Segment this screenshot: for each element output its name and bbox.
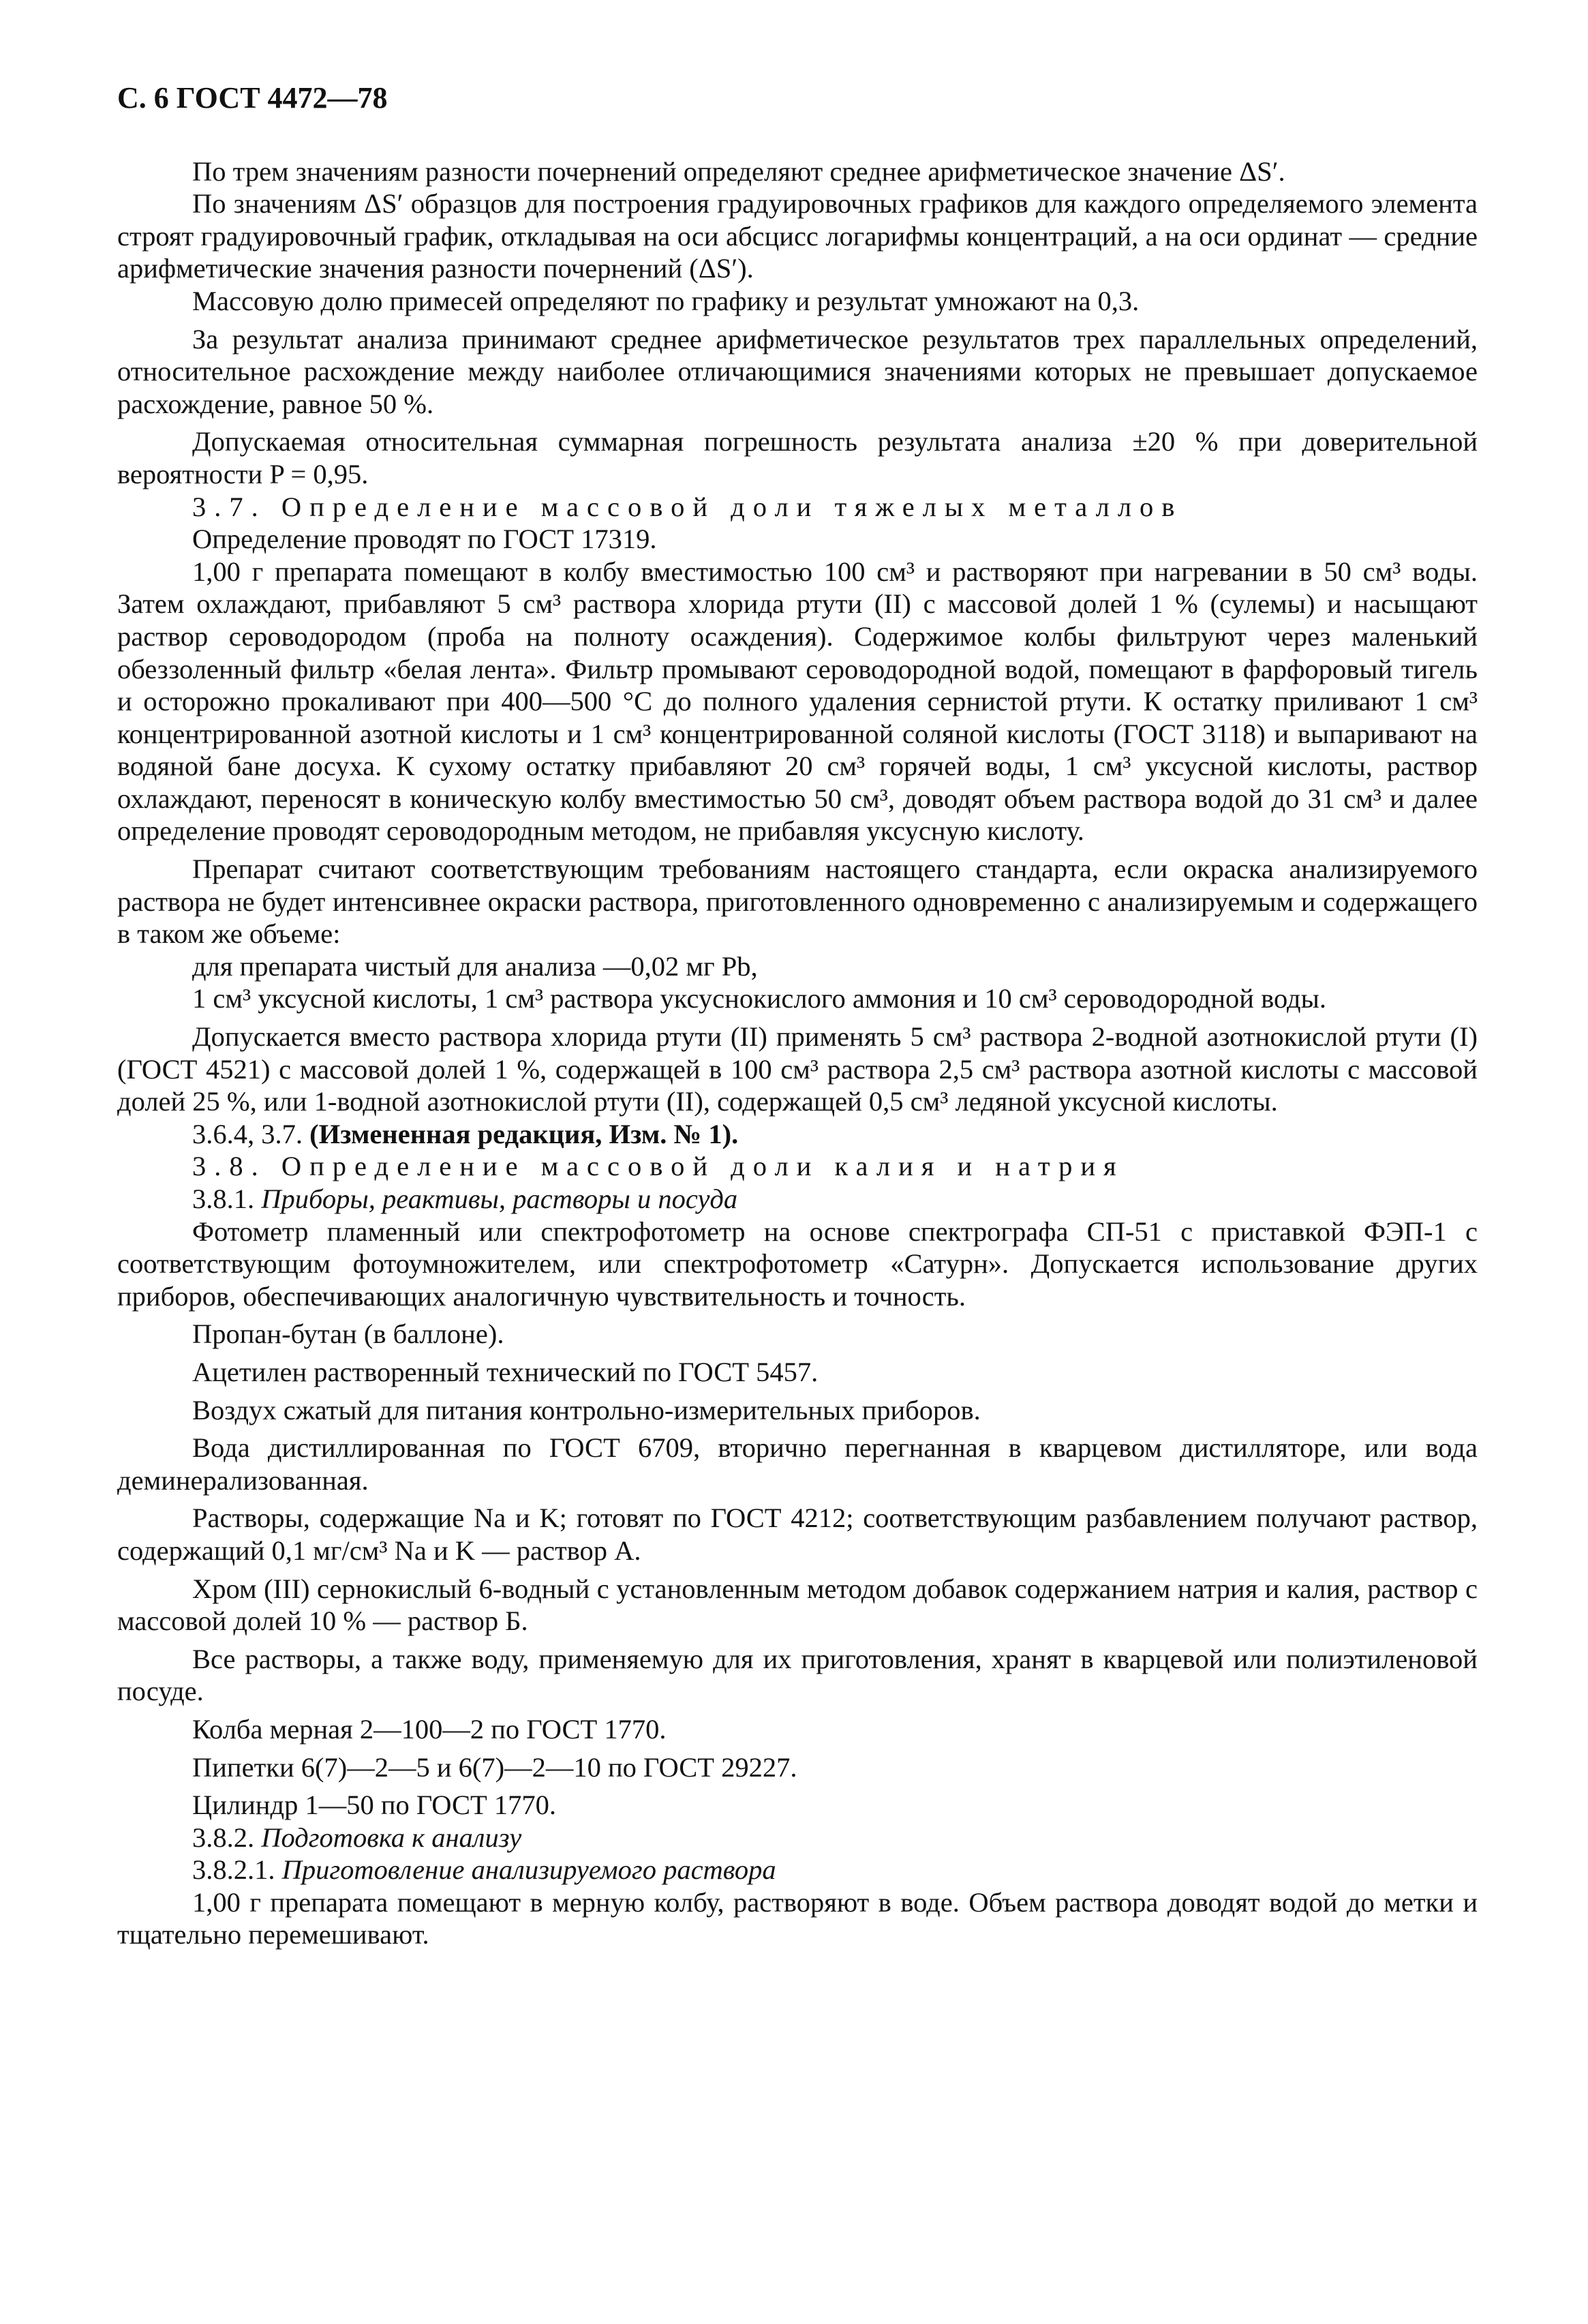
paragraph: Определение проводят по ГОСТ 17319.	[192, 524, 657, 555]
paragraph: Допускаемая относительная суммарная погрешность результата анализа ±20 % при доверительной вероятности P = 0,95.	[117, 426, 1478, 489]
paragraph: Цилиндр 1—50 по ГОСТ 1770.	[192, 1790, 557, 1821]
section-heading-3-8: 3.8. Определение массовой доли калия и натрия	[192, 1151, 1125, 1182]
paragraph: Ацетилен растворенный технический по ГОСТ 5457.	[192, 1356, 819, 1387]
paragraph: Массовую долю примесей определяют по графику и результат умножают на 0,3.	[192, 285, 1140, 316]
paragraph: За результат анализа принимают среднее арифметическое результатов трех параллельных определений, относительное расхождение между наиболее отличающимися значениями которых не превышает допускаемое расхождение, равное 50 %.	[117, 323, 1478, 419]
paragraph: Пропан-бутан (в баллоне).	[192, 1318, 504, 1350]
subsection-heading-3-8-2-1	[117, 1854, 1478, 1886]
amendment-bold: (Измененная редакция, Изм. № 1).	[309, 1118, 739, 1149]
subsection-heading-3-8-2	[117, 1822, 1478, 1854]
page-header: С. 6 ГОСТ 4472—78	[117, 81, 388, 115]
paragraph: По значениям ΔS′ образцов для построения градуировочных графиков для каждого определяемого элемента строят градуировочный график, откладывая на оси абсцисс логарифмы концентраций, а на оси ординат — средние арифметические значения разности почернений (ΔS′).	[117, 188, 1478, 284]
subsection-title: Подготовка к анализу	[261, 1822, 522, 1853]
paragraph: 1,00 г препарата помещают в мерную колбу, растворяют в воде. Объем раствора доводят водой до метки и тщательно перемешивают.	[117, 1886, 1478, 1950]
document-page	[117, 82, 1478, 1951]
subsection-number: 3.8.2.	[192, 1822, 262, 1853]
paragraph: для препарата чистый для анализа —0,02 мг Pb,	[192, 950, 758, 982]
paragraph: Пипетки 6(7)—2—5 и 6(7)—2—10 по ГОСТ 29227.	[192, 1751, 797, 1783]
subsection-heading-3-8-1	[117, 1183, 1478, 1216]
paragraph: Препарат считают соответствующим требованиям настоящего стандарта, если окраска анализируемого раствора не будет интенсивнее окраски раствора, приготовленного одновременно с анализируемым и содержащего в таком же объеме:	[117, 854, 1478, 950]
paragraph: Хром (III) сернокислый 6-водный с установленным методом добавок содержанием натрия и калия, раствор с массовой долей 10 % — раствор Б.	[117, 1573, 1478, 1637]
amendment-note	[117, 1118, 1478, 1151]
subsection-number: 3.8.1.	[192, 1183, 262, 1214]
paragraph: Допускается вместо раствора хлорида ртути (II) применять 5 см³ раствора 2-водной азотнокислой ртути (I) (ГОСТ 4521) с массовой долей 1 %, содержащей в 100 см³ раствора 2,5 см³ раствора азотной кислоты с массовой долей 25 %, или 1-водной азотнокислой ртути (II), содержащей 0,5 см³ ледяной уксусной кислоты.	[117, 1021, 1478, 1117]
paragraph: 1,00 г препарата помещают в колбу вместимостью 100 см³ и растворяют при нагревании в 50 см³ воды. Затем охлаждают, прибавляют 5 см³ раствора хлорида ртути (II) с массовой долей 1 % (сулемы) и насыщают раствор сероводородом (проба на полноту осаждения). Содержимое колбы фильтруют через маленький обеззоленный фильтр «белая лента». Фильтр промывают сероводородной водой, помещают в фарфоровый тигель и осторожно прокаливают при 400—500 °С до полного удаления сернистой ртути. К остатку приливают 1 см³ концентрированной азотной кислоты и 1 см³ концентрированной соляной кислоты (ГОСТ 3118) и выпаривают на водяной бане досуха. К сухому остатку прибавляют 20 см³ горячей воды, 1 см³ уксусной кислоты, раствор охлаждают, переносят в коническую колбу вместимостью 50 см³, доводят объем раствора водой до 31 см³ и далее определение проводят сероводородным методом, не прибавляя уксусную кислоту.	[117, 556, 1478, 847]
paragraph: Вода дистиллированная по ГОСТ 6709, вторично перегнанная в кварцевом дистилляторе, или вода деминерализованная.	[117, 1432, 1478, 1496]
subsection-title: Приборы, реактивы, растворы и посуда	[261, 1183, 738, 1214]
paragraph: Воздух сжатый для питания контрольно-измерительных приборов.	[192, 1394, 981, 1425]
paragraph: По трем значениям разности почернений определяют среднее арифметическое значение ΔS′.	[192, 155, 1285, 187]
paragraph: Растворы, содержащие Na и K; готовят по ГОСТ 4212; соответствующим разбавлением получают раствор, содержащий 0,1 мг/см³ Na и K — раствор А.	[117, 1503, 1478, 1566]
paragraph: Фотометр пламенный или спектрофотометр на основе спектрографа СП-51 с приставкой ФЭП-1 с соответствующим фотоумножителем, или спектрофотометр «Сатурн». Допускается использование других приборов, обеспечивающих аналогичную чувствительность и точность.	[117, 1216, 1478, 1312]
paragraph: Колба мерная 2—100—2 по ГОСТ 1770.	[192, 1713, 667, 1745]
paragraph: Все растворы, а также воду, применяемую для их приготовления, хранят в кварцевой или полиэтиленовой посуде.	[117, 1643, 1478, 1707]
amendment-ref: 3.6.4, 3.7.	[192, 1118, 310, 1149]
subsection-title: Приготовление анализируемого раствора	[281, 1854, 776, 1886]
subsection-number: 3.8.2.1.	[192, 1854, 282, 1886]
paragraph: 1 см³ уксусной кислоты, 1 см³ раствора уксуснокислого аммония и 10 см³ сероводородной воды.	[192, 983, 1326, 1014]
section-heading-3-7: 3.7. Определение массовой доли тяжелых металлов	[192, 491, 1183, 522]
